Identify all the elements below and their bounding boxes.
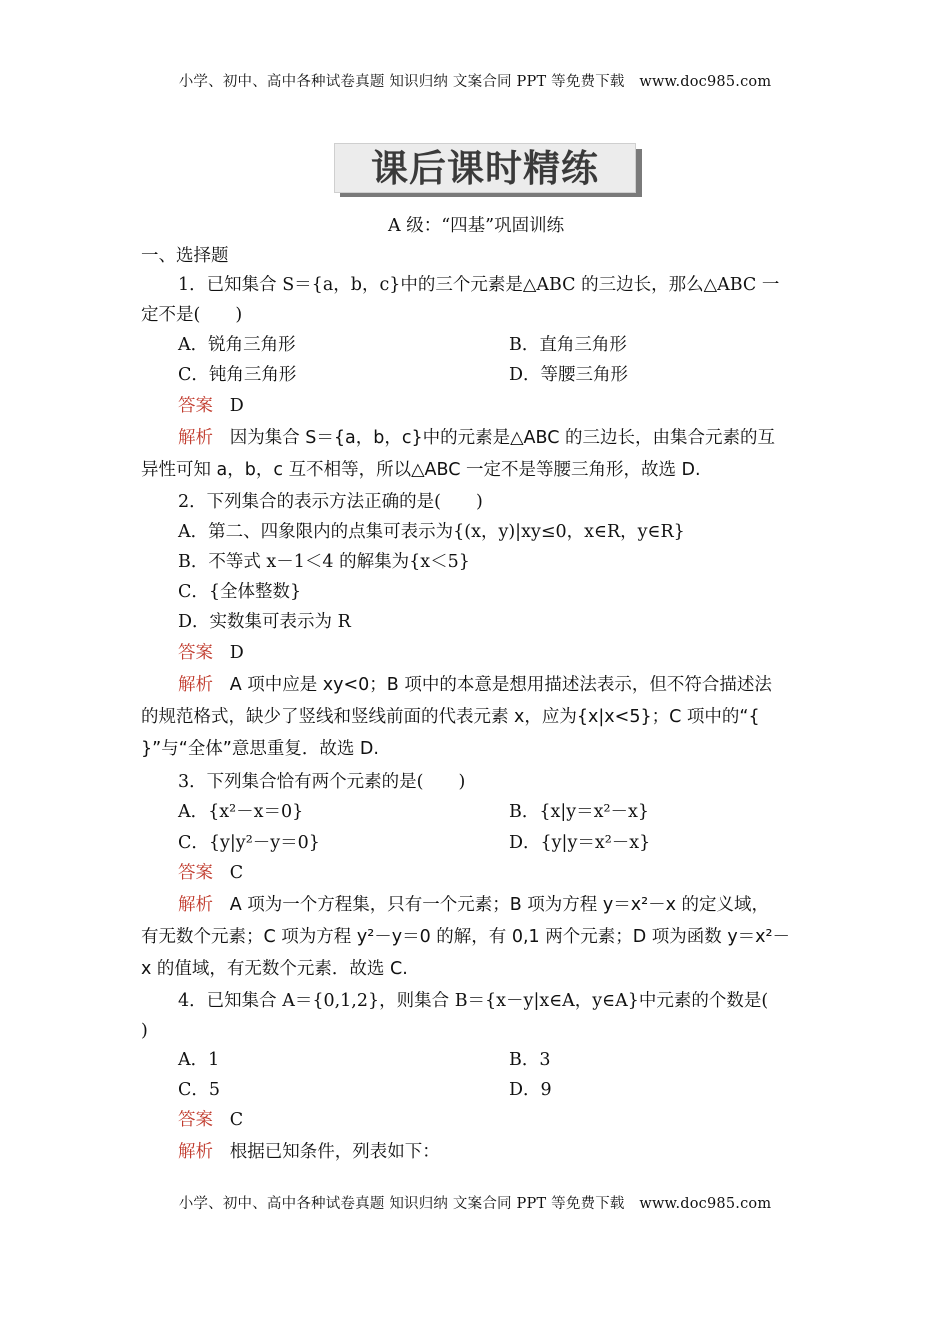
q1-analysis-text1: 因为集合 S＝{a，b，c}中的元素是△ABC 的三边长，由集合元素的互 bbox=[229, 428, 776, 448]
q4-stem-line2: ) bbox=[141, 1021, 148, 1041]
q2-analysis-line3: }”与“全体”意思重复．故选 D. bbox=[141, 739, 379, 759]
q4-option-c: C．5 bbox=[178, 1080, 221, 1100]
q1-stem-line1: 1．已知集合 S＝{a，b，c}中的三个元素是△ABC 的三边长，那么△ABC 一 bbox=[178, 275, 780, 295]
q3-analysis-line3: x 的值域，有无数个元素．故选 C. bbox=[141, 959, 408, 979]
q3-option-d: D．{y|y＝x²－x} bbox=[509, 833, 651, 853]
page-footer: 小学、初中、高中各种试卷真题 知识归纳 文案合同 PPT 等免费下载 www.doc985.com bbox=[178, 1196, 772, 1212]
level-heading: A 级：“四基”巩固训练 bbox=[388, 216, 565, 236]
q3-analysis-line2: 有无数个元素；C 项为方程 y²－y＝0 的解，有 0,1 两个元素；D 项为函数 y＝x²－ bbox=[141, 927, 791, 947]
q4-answer-row bbox=[178, 1108, 243, 1132]
q2-answer-row bbox=[178, 641, 244, 665]
section-heading: 一、选择题 bbox=[141, 246, 229, 266]
q1-answer: D bbox=[229, 396, 244, 416]
q2-analysis-line1 bbox=[178, 673, 772, 697]
q1-option-d: D．等腰三角形 bbox=[509, 365, 629, 385]
q2-option-b: B．不等式 x－1＜4 的解集为{x＜5} bbox=[178, 552, 470, 572]
answer-label: 答案 bbox=[178, 396, 213, 416]
q2-analysis-text1: A 项中应是 xy<0；B 项中的本意是想用描述法表示，但不符合描述法 bbox=[229, 675, 772, 695]
q2-option-c: C．{全体整数} bbox=[178, 582, 302, 602]
q3-analysis-line1 bbox=[178, 893, 769, 917]
analysis-label: 解析 bbox=[178, 675, 213, 695]
q4-stem-line1: 4．已知集合 A＝{0,1,2}，则集合 B＝{x－y|x∈A，y∈A}中元素的个数是( bbox=[178, 991, 769, 1011]
q1-answer-row bbox=[178, 394, 244, 418]
q1-option-b: B．直角三角形 bbox=[509, 335, 627, 355]
q1-analysis-line2: 异性可知 a，b，c 互不相等，所以△ABC 一定不是等腰三角形，故选 D. bbox=[141, 460, 701, 480]
q1-option-a: A．锐角三角形 bbox=[178, 335, 296, 355]
q1-option-c: C．钝角三角形 bbox=[178, 365, 297, 385]
analysis-label: 解析 bbox=[178, 895, 213, 915]
q2-option-d: D．实数集可表示为 R bbox=[178, 612, 351, 632]
q1-stem-line2: 定不是( ) bbox=[141, 305, 243, 325]
banner-title: 课后课时精练 bbox=[334, 143, 636, 193]
q4-option-d: D．9 bbox=[509, 1080, 552, 1100]
analysis-label: 解析 bbox=[178, 428, 213, 448]
analysis-label: 解析 bbox=[178, 1142, 213, 1162]
q3-option-b: B．{x|y＝x²－x} bbox=[509, 802, 650, 822]
q2-answer: D bbox=[229, 643, 244, 663]
q2-option-a: A．第二、四象限内的点集可表示为{(x，y)|xy≤0，x∈R，y∈R} bbox=[178, 522, 685, 542]
q3-answer: C bbox=[229, 863, 244, 883]
q3-stem: 3．下列集合恰有两个元素的是( ) bbox=[178, 772, 466, 792]
q1-analysis-line1 bbox=[178, 426, 775, 450]
q4-answer: C bbox=[229, 1110, 244, 1130]
q4-option-b: B．3 bbox=[509, 1050, 551, 1070]
q4-option-a: A．1 bbox=[178, 1050, 220, 1070]
title-banner bbox=[334, 143, 646, 201]
q3-analysis-text1: A 项为一个方程集，只有一个元素；B 项为方程 y＝x²－x 的定义域， bbox=[229, 895, 770, 915]
q4-analysis-line1 bbox=[178, 1140, 440, 1164]
answer-label: 答案 bbox=[178, 1110, 213, 1130]
q3-answer-row bbox=[178, 861, 243, 885]
answer-label: 答案 bbox=[178, 863, 213, 883]
q3-option-a: A．{x²－x＝0} bbox=[178, 802, 304, 822]
page-header: 小学、初中、高中各种试卷真题 知识归纳 文案合同 PPT 等免费下载 www.doc985.com bbox=[178, 74, 772, 90]
q2-stem: 2．下列集合的表示方法正确的是( ) bbox=[178, 492, 483, 512]
q4-analysis-text1: 根据已知条件，列表如下： bbox=[229, 1142, 440, 1162]
answer-label: 答案 bbox=[178, 643, 213, 663]
q3-option-c: C．{y|y²－y＝0} bbox=[178, 833, 320, 853]
q2-analysis-line2: 的规范格式，缺少了竖线和竖线前面的代表元素 x，应为{x|x<5}；C 项中的“{ bbox=[141, 707, 760, 727]
